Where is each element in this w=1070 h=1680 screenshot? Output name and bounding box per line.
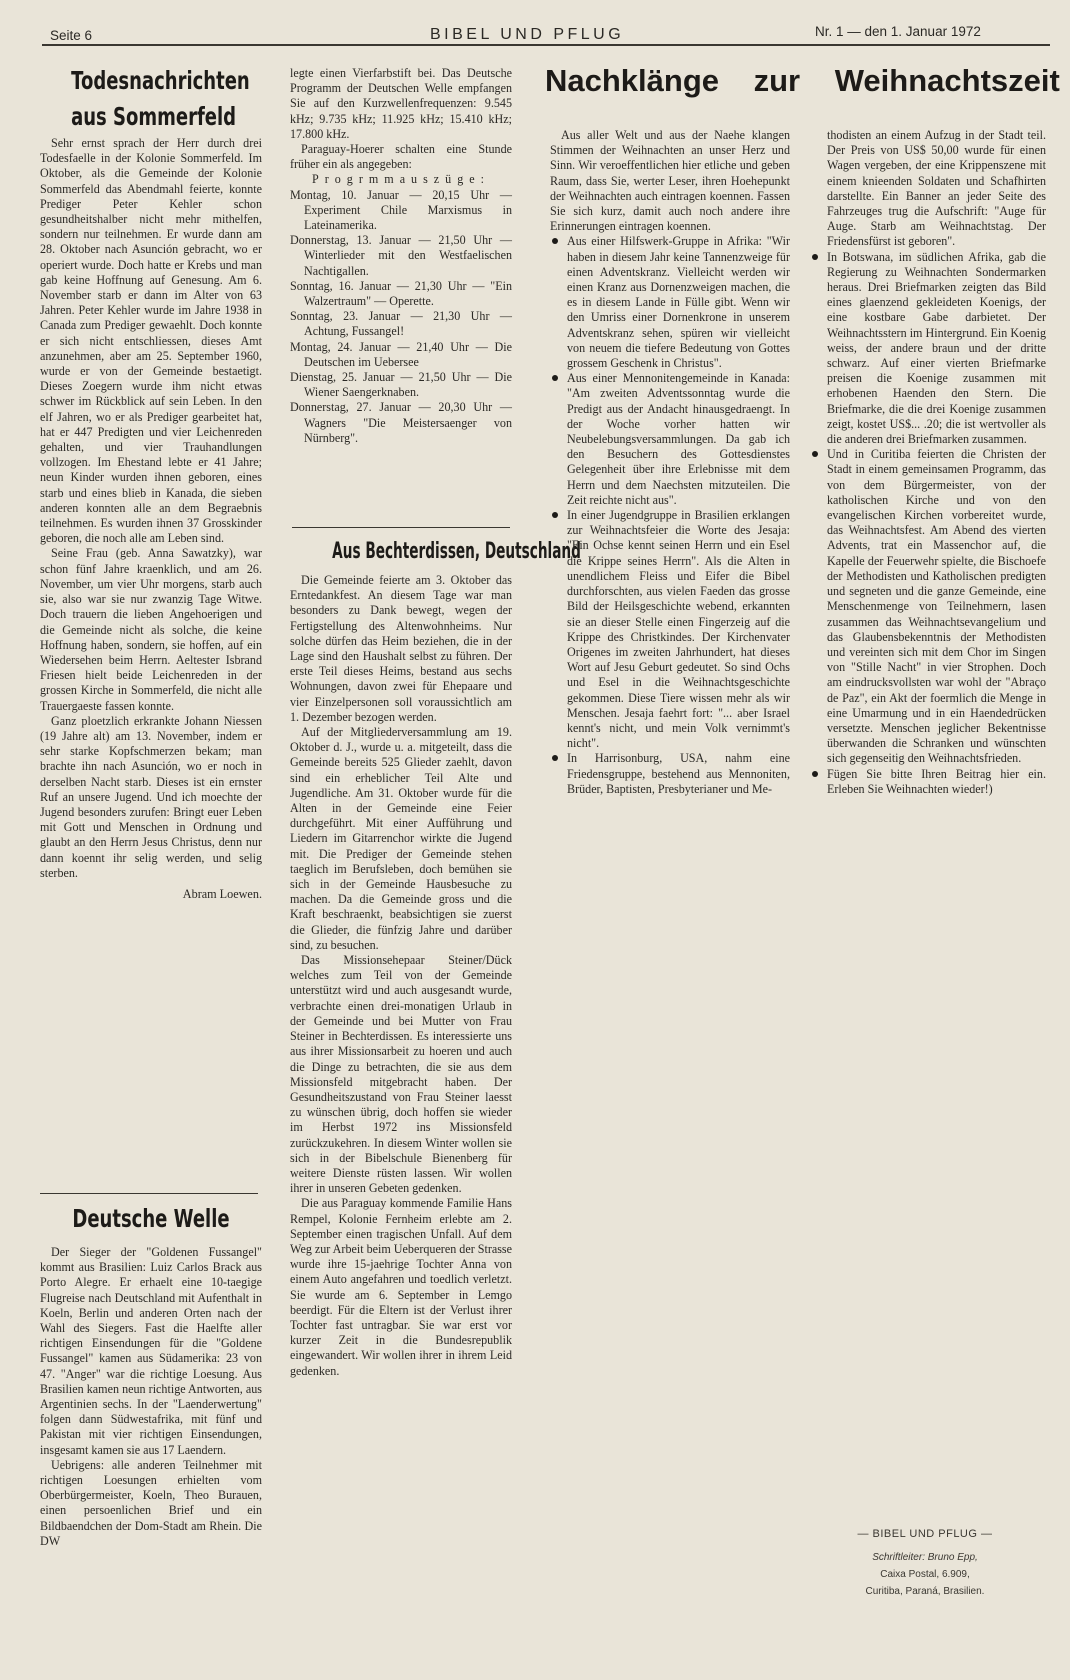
column-3 <box>550 128 790 797</box>
section-divider <box>40 1193 258 1194</box>
bullet-icon <box>552 375 558 381</box>
article-title-deutsche-welle <box>40 1203 262 1235</box>
paragraph: Uebrigens: alle anderen Teilnehmer mit richtigen Loesungen erhielten vom Oberbürgermeister, Koeln, Theo Burauen, einen persoenlichen Brief und ein Bildbaendchen der Dom-Stadt am Rhein. Die DW <box>40 1457 262 1548</box>
article-title-bechterdissen <box>290 537 581 567</box>
title-line: Aus Bechterdissen, Deutschland <box>332 539 581 564</box>
bullet-icon <box>552 755 558 761</box>
bullet-item: In Botswana, im südlichen Afrika, gab die Regierung zu Weihnachten Sondermarken heraus. Drei Briefmarken zeigten das Bild eines glaenzend gekleideten Koenigs, der eine kostbare Gabe darbietet. Der Weihnachtsstern im Hintergrund. Ein Koenig weiss, der andere braun und der dritte schwarz. Auf einer vierten Briefmarke preisen die Koenige zusammen mit erhobenen Haenden den Stern. Die Briefmarke, die die drei Koenige zusammen zeigt, kostet US$... .20; die ist wertvoller als die anderen drei Briefmarken zusammen. <box>810 250 1046 448</box>
imprint-city: Curitiba, Paraná, Brasilien. <box>865 1586 985 1597</box>
bullet-list <box>550 234 790 797</box>
bullet-item: Fügen Sie bitte Ihren Beitrag hier ein. Erleben Sie Weihnachten wieder!) <box>810 767 1046 797</box>
bullet-item: In einer Jugendgruppe in Brasilien erklangen zur Weihnachtsfeier die Worte des Jesaja: "Ein Ochse kennt seinen Herrn und ein Esel die Krippe seines Herrn". Als die Alten in unendlichem Fleiss und Eifer die Bibel durchforschten, aus vielen Faeden das grosse Bild der Heilsgeschichte webend, erkannten sie an dieser Stelle einen Fingerzeig auf die Krippe des Christkindes. Der Kirchenvater Origenes im zweiten Jahrhundert, hat dieses Wort auf Jesu Geburt gedeutet. So sind Ochs und Esel in die Weihnachtsgeschichte gekommen. Diese Tiere wissen mehr als wir Menschen. Jesaja faehrt fort: "... aber Israel kennt's nicht, und mein Volk vernimmt's nicht". <box>550 508 790 751</box>
title-line: Todesnachrichten <box>71 66 250 95</box>
imprint <box>815 1528 1035 1597</box>
column-4 <box>810 128 1046 797</box>
program-item: Montag, 24. Januar — 21,40 Uhr — Die Deutschen im Uebersee <box>290 339 512 369</box>
program-item: Donnerstag, 27. Januar — 20,30 Uhr — Wagners "Die Meistersaenger von Nürnberg". <box>290 400 512 445</box>
signature: Abram Loewen. <box>182 886 262 901</box>
article-title-nachklaenge: Nachklänge zur Weihnachtszeit <box>545 63 1060 98</box>
title-line: Deutsche Welle <box>72 1204 230 1233</box>
paragraph: Seine Frau (geb. Anna Sawatzky), war schon fünf Jahre kraenklich, und am 26. November, um vier Uhr morgens, starb auch sie, also war sie nur zwanzig Tage Witwe. Doch trauern die lieben Angehoerigen und die Gemeinde nicht als solche, die keine Hoffnung haben, sondern, sie hoffen, auf ein Wiedersehen beim Herrn. Aeltester Isbrand Friesen hielt beide Leichenreden in der grossen Kirche in Sommerfeld, die nicht alle Trauergaeste fassen konnte. <box>40 546 262 713</box>
title-line: aus Sommerfeld <box>71 102 237 131</box>
section-divider <box>292 527 510 528</box>
paragraph: Auf der Mitgliederversammlung am 19. Oktober d. J., wurde u. a. mitgeteilt, dass die Gemeinde bereits 525 Glieder zaehlt, davon sind ein erheblicher Teil Alte und Jugendliche. Am 31. Oktober wurde für die Alten in der Gemeinde eine Feier durchgeführt. Mit einer Aufführung und Liedern im Gitarrenchor wirkte die Jugend mit. Die Prediger der Gemeinde stehen taeglich im Berufsleben, doch bemühen sie sich in der Gemeinde Hausbesuche zu machen. Da die Gemeinde gross und die Kraft beschraenkt, beabsichtigen sie zuerst die Glieder, die fünfzig Jahre und darüber sind, zu besuchen. <box>290 725 512 952</box>
paragraph: Die aus Paraguay kommende Familie Hans Rempel, Kolonie Fernheim erlebte am 2. September einen tragischen Unfall. Auf dem Weg zur Arbeit beim Ueberqueren der Strasse wurde ihre 15-jaehrige Tochter Anna von einem Auto angefahren und toedlich verletzt. Sie wurde am 6. September in Lemgo beerdigt. Für die Eltern ist der Verlust ihrer Tochter fast untragbar. Sie war erst vor kurzer Zeit in die Bundesrepublik eingewandert. Wir wollen ihrer in ihrem Leid gedenken. <box>290 1196 513 1378</box>
paragraph: Das Missionsehepaar Steiner/Dück welches zum Teil von der Gemeinde unterstützt wird und auch ausgesandt wurde, verbrachte einen drei-monatigen Urlaub in der Gemeinde und bei Mutter von Frau Steiner in Bechterdissen. Es interessierte uns aus ihrer Missionsarbeit zu hoeren und auch die Dinge zu betrachten, die sie aus dem Missionsfeld mitgebracht haben. Der Gesundheitszustand von Frau Steiner laesst zu wünschen übrig, doch hoffen sie wieder im Herbst 1972 ins Missionsfeld zurückzukehren. In diesem Winter wollen sie sich in der Bibelschule Bienenberg für weitere Dienste rüsten lassen. Wir wollen ihrer in unseren Gebeten gedenken. <box>290 953 512 1196</box>
paragraph: Der Sieger der "Goldenen Fussangel" kommt aus Brasilien: Luiz Carlos Brack aus Porto Alegre. Er erhaelt eine 10-taegige Flugreise nach Deutschland mit Aufenthalt in Koeln, Berlin und anderen Orten nach der Wahl des Siegers. Fast die Haelfte aller richtigen Einsendungen für die "Goldene Fussangel" kamen aus Südamerika: 23 von 47. "Anger" war die richtige Loesung. Aus Brasilien kamen neun richtige Antworten, aus Argentinien sechs. In der "Laenderwertung" folgen dann Südwestafrika, mit fünf und Pakistan mit vier richtigen Einsendungen, insgesamt kamen sie aus 17 Laendern. <box>40 1245 262 1457</box>
column-2-bechterdissen <box>290 537 581 1379</box>
program-heading: Progrmmauszüge: <box>312 172 490 187</box>
bullet-item: In Harrisonburg, USA, nahm eine Friedensgruppe, bestehend aus Mennoniten, Brüder, Baptisten, Presbyterianer und Me- <box>550 751 790 797</box>
program-list <box>290 188 512 446</box>
imprint-address: Caixa Postal, 6.909, <box>880 1569 970 1580</box>
bullet-list <box>810 128 1046 797</box>
bullet-icon <box>812 254 818 260</box>
bullet-icon <box>812 771 818 777</box>
bullet-icon <box>552 512 558 518</box>
bullet-item: Aus einer Hilfswerk-Gruppe in Afrika: "Wir haben in diesem Jahr keine Tannenzweige für einen Adventskranz. Vielleicht werden wir einen Kranz aus Dornenzweigen machen, die es in diesem Lande in Fülle gibt. Wenn wir den Umriss einer Dornenkrone in unserem Adventskranz sehen, spüren wir vielleicht von neuem die tiefere Bedeutung von Gottes grossem Geschenk in Christus". <box>550 234 790 371</box>
paragraph: Paraguay-Hoerer schalten eine Stunde früher ein als angegeben: <box>290 142 512 172</box>
column-1-deutsche-welle <box>40 1203 262 1549</box>
article-title-todesnachrichten <box>40 66 262 132</box>
column-1 <box>40 66 262 902</box>
bullet-icon <box>552 238 558 244</box>
article-body-todesnachrichten <box>40 136 262 902</box>
issue-date: Nr. 1 — den 1. Januar 1972 <box>815 24 981 39</box>
page-number: Seite 6 <box>50 28 93 43</box>
paragraph: Ganz ploetzlich erkrankte Johann Niessen (19 Jahre alt) am 13. November, indem er sehr starke Kopfschmerzen bekam; man brachte ihn nach Asunción, wo er noch in derselben Nacht starb. Dieses ist ein ernster Ruf an unsere Jugend. Und ich moechte der Jugend besonders zurufen: Bringt euer Leben mit Gott und Menschen in Ordnung und glaubt an den Herrn Jesus Christus, denn nur dann koennt ihr selig werden, und selig sterben. <box>40 713 262 880</box>
imprint-editor: Schriftleiter: Bruno Epp, <box>872 1552 978 1563</box>
article-body-deutsche-welle <box>40 1245 262 1549</box>
article-body-bechterdissen <box>290 573 512 1379</box>
program-item: Sonntag, 23. Januar — 21,30 Uhr — Achtung, Fussangel! <box>290 309 512 339</box>
program-item: Dienstag, 25. Januar — 21,50 Uhr — Die Wiener Saengerknaben. <box>290 370 512 400</box>
bullet-item: Aus einer Mennonitengemeinde in Kanada: "Am zweiten Adventssonntag wurde die Predigt aus der Andacht hinausgedraengt. In der Woche vorher hatten wir Neubelebungsversammlungen. Da gab ich den Besuchern des Gottesdienstes Gelegenheit über ihre Erlebnisse mit dem Herrn und dem Naechsten mitzuteilen. Die Zeit reichte nicht aus". <box>550 371 790 508</box>
header-rule <box>42 44 1050 46</box>
paragraph: Sehr ernst sprach der Herr durch drei Todesfaelle in der Kolonie Sommerfeld. Im Oktober, als die Gemeinde der Kolonie Sommerfeld das Abendmahl feierte, konnte Prediger Peter Kehler schon gesundheitshalber nicht mehr mithelfen, sondern nur teilnehmen. Er wurde dann am 28. Oktober nach Asunción gebracht, wo er operiert wurde. Doch hatte er Krebs und man gab keine Hoffnung auf Genesung. Am 6. November starb er dann im Alter von 63 Jahren. Peter Kehler wurde im Jahre 1938 in Canada zum Prediger gewaehlt. Doch konnte er sich nicht entschliessen, dieses Amt anzunehmen, aber am 25. September 1960, wurde er von der Gemeinde bestaetigt. Dieses Zoegern wurde ihm nicht etwas schwer im Rückblick auf sein Leben. In den elf Jahren, wo er als Prediger gearbeitet hat, hat er 447 Predigten und vier Leichenreden gehalten, und vier Trauhandlungen vollzogen. Im Ehestand lebte er 41 Jahre; neun Kinder wurden ihnen geboren, eines starb und eines blieb in Kanada, die sieben anderen konnten alle an dem Begraebnis teilnehmen. Es wurden ihnen 37 Grosskinder geboren, die noch alle am Leben sind. <box>40 136 262 546</box>
program-item: Montag, 10. Januar — 20,15 Uhr — Experiment Chile Marxismus in Lateinamerika. <box>290 187 512 233</box>
imprint-masthead: — BIBEL UND PFLUG — <box>857 1528 993 1540</box>
column-2 <box>290 66 512 446</box>
bullet-item: Und in Curitiba feierten die Christen der Stadt in einem gemeinsamen Programm, das von dem Bürgermeister, von der katholischen Kirche und von den evangelischen Kirchen vorbereitet wurde, das Weihnachtsfest. Am Abend des vierten Advents, trat ein Massenchor auf, die Kapelle der Feuerwehr spielte, die Bischoefe der Methodisten und Katholischen predigten und segneten und die ganze Gemeinde, eine Menschenmenge von Teilnehmern, lasen zusammen das Weihnachtsevangelium und das Glaubensbekenntnis der Methodisten und vereinten sich mit dem Chor im Singen von "Stille Nacht" in vier Strophen. Doch am eindrucksvollsten war wohl der "Abraço de Paz", ein Akt der foermlich die Menge in eine Umarmung und in ein Haendedrücken versetzte. Menschen jeglicher Bekentnisse überwanden die Schranken und wünschten sich gegenseitig den Weihnachtsfrieden. <box>810 447 1046 766</box>
paragraph: Die Gemeinde feierte am 3. Oktober das Erntedankfest. An diesem Tage war man besonders zu Dank bewegt, wegen der Fertigstellung des Altenwohnheims. Nur solche dürfen das Heim beziehen, die in der Lage sind den Haushalt selbst zu führen. Der erste Teil dieses Heims, bestand aus sechs Wohnungen, davon zwei für Ehepaare und vier Einzelpersonen soll voraussichtlich am 1. Dezember bezogen werden. <box>290 573 512 724</box>
paragraph: Aus aller Welt und aus der Naehe klangen Stimmen der Weihnachten an unser Herz und Sinn. Wir veroeffentlichen hier etliche und geben Raum, dass Sie, werter Leser, ihren Hoehepunkt der Weihnachten auch eintragen koennen. Fassen Sie sich kurz, damit auch noch andere ihre Erinnerungen eintragen koennen. <box>550 128 790 234</box>
program-item: Donnerstag, 13. Januar — 21,50 Uhr — Winterlieder mit den Westfaelischen Nachtigallen. <box>290 233 512 278</box>
masthead-title: BIBEL UND PFLUG <box>430 26 625 43</box>
paragraph: legte einen Vierfarbstift bei. Das Deutsche Programm der Deutschen Welle empfangen Sie auf den Kurzwellenfrequenzen: 9.545 kHz; 9.735 kHz; 11.925 kHz; 15.410 kHz; 17.800 kHz. <box>290 66 512 141</box>
bullet-continuation: thodisten an einem Aufzug in der Stadt teil. Der Preis von US$ 50,00 wurde für einen Wagen vergeben, der eine Krippenszene mit einem knieenden Soldaten und Schafhirten darstellte. Ein Banner an jeder Seite des Fahrzeuges trug die Aufschrift: "Auge für Auge. Starb am Weihnachtstag. Der Friedensfürst ist geboren". <box>827 128 1046 249</box>
bullet-icon <box>812 451 818 457</box>
program-item: Sonntag, 16. Januar — 21,30 Uhr — "Ein Walzertraum" — Operette. <box>290 278 512 309</box>
